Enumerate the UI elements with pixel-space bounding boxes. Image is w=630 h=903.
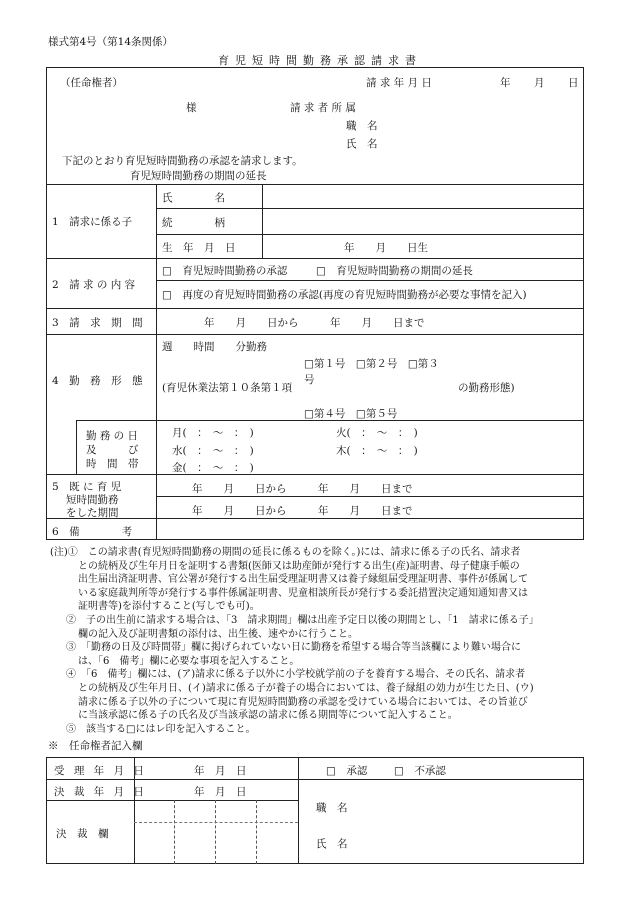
sec2-label: 2 請 求 の 内 容 bbox=[52, 279, 136, 291]
schedule-mon: 月( ： 〜 ： ) bbox=[172, 427, 254, 439]
sec2-option-reapproval[interactable]: □ 再度の育児短時間勤務の承認(再度の育児短時間勤務が必要な事情を記入) bbox=[162, 289, 527, 301]
note-line: ④ 「6 備考」欄には、(ア)請求に係る子以外に小学校就学前の子を養育する場合、その氏名、請求者 bbox=[66, 669, 526, 681]
received-date-label: 受 理 年 月 日 bbox=[54, 765, 147, 777]
form-suffix: の勤務形態) bbox=[458, 382, 515, 394]
sec5-label-3: をした期間 bbox=[66, 507, 119, 519]
year-label: 年 bbox=[500, 77, 511, 89]
authority-label: （任命権者） bbox=[60, 77, 123, 89]
request-statement: 下記のとおり育児短時間勤務の承認を請求します。 bbox=[62, 155, 303, 167]
schedule-wed: 水( ： 〜 ： ) bbox=[172, 445, 254, 457]
note-line: ③ 「勤務の日及び時間帯」欄に掲げられていない日に勤務を希望する場合等当該欄により難い場合に bbox=[66, 642, 521, 654]
authority-section-title: ※ 任命権者記入欄 bbox=[48, 740, 143, 752]
approve-checkbox[interactable]: □ 承認 bbox=[326, 765, 368, 777]
sec3-period-value: 年 月 日から 年 月 日まで bbox=[204, 317, 425, 329]
schedule-thu: 木( ： 〜 ： ) bbox=[336, 445, 418, 457]
sec2-option-approval[interactable]: □ 育児短時間勤務の承認 bbox=[162, 265, 288, 277]
child-name-label: 氏 名 bbox=[162, 192, 225, 204]
requester-name-label: 氏 名 bbox=[346, 138, 378, 150]
sec5-period-1: 年 月 日から 年 月 日まで bbox=[192, 483, 413, 495]
relation-label: 続 柄 bbox=[162, 217, 225, 229]
decided-date-value: 年 月 日 bbox=[194, 786, 247, 798]
requester-affiliation-label: 請 求 者 所 属 bbox=[290, 102, 356, 114]
approver-job-label: 職 名 bbox=[316, 802, 348, 814]
note-line: との続柄及び生年月日を証明する書類(医師又は助産師が発行する出生(産)証明書、母子健康手帳の bbox=[78, 560, 520, 572]
page-title: 育児短時間勤務承認請求書 bbox=[218, 54, 422, 67]
note-line: いる家庭裁判所等が発行する事件係属証明書、児童相談所長が発行する委託措置決定通知通知書又は bbox=[78, 587, 528, 599]
note-line: ② 子の出生前に請求する場合は、「3 請求期間」欄は出産予定日以後の期間とし、「1 請求に係る子」 bbox=[66, 615, 539, 626]
schedule-fri: 金( ： 〜 ： ) bbox=[172, 462, 254, 474]
note-line: に当該承認に係る子の氏名及び当該承認の請求に係る期間等について記入すること。 bbox=[78, 710, 458, 722]
sama-label: 様 bbox=[186, 102, 197, 114]
sec5-period-2: 年 月 日から 年 月 日まで bbox=[192, 505, 413, 517]
received-date-value: 年 月 日 bbox=[194, 765, 247, 777]
schedule-label-3: 時 間 帯 bbox=[86, 458, 139, 470]
reject-checkbox[interactable]: □ 不承認 bbox=[394, 765, 446, 777]
sec5-label-2: 短時間勤務 bbox=[66, 494, 119, 506]
law-reference: (育児休業法第１０条第１項 bbox=[162, 382, 293, 394]
approval-stamp-label: 決 裁 欄 bbox=[56, 828, 109, 840]
schedule-label-1: 勤 務 の 日 bbox=[86, 430, 139, 442]
month-label: 月 bbox=[534, 77, 545, 89]
note-line: (注)① この請求書(育児短時間勤務の期間の延長に係るものを除く。)には、請求に係る子の氏名、請求者 bbox=[50, 547, 521, 558]
note-line: 欄の記入及び証明書類の添付は、出生後、速やかに行うこと。 bbox=[78, 628, 358, 640]
form-option-go: 号 bbox=[304, 374, 315, 386]
sec5-label-1: 5 既 に 育 児 bbox=[52, 481, 122, 493]
form-options-a[interactable]: □第１号 □第２号 □第３ bbox=[304, 358, 439, 370]
note-line: 出生届出済証明書、官公署が発行する出生届受理証明書又は養子縁組届受理証明書、事件が係属して bbox=[78, 574, 528, 586]
weekly-hours: 週 時間 分勤務 bbox=[162, 341, 267, 353]
sec2-option-extension[interactable]: □ 育児短時間勤務の期間の延長 bbox=[316, 265, 473, 277]
birth-label: 生 年 月 日 bbox=[162, 242, 236, 254]
day-label: 日 bbox=[568, 77, 579, 89]
requester-job-label: 職 名 bbox=[346, 120, 378, 132]
note-line: 証明書等)を添付すること(写しでも可)。 bbox=[78, 601, 260, 613]
birth-value: 年 月 日生 bbox=[344, 242, 428, 254]
note-line: との続柄及び生年月日、(イ)請求に係る子が養子の場合においては、養子縁組の効力が生じた日、(ウ) bbox=[78, 683, 534, 694]
sec6-label: 6 備 考 bbox=[52, 526, 133, 538]
request-statement-extension: 育児短時間勤務の期間の延長 bbox=[130, 170, 267, 182]
schedule-tue: 火( ： 〜 ： ) bbox=[336, 427, 418, 439]
approver-name-label: 氏 名 bbox=[316, 838, 348, 850]
form-options-b[interactable]: □第４号 □第５号 bbox=[304, 408, 398, 420]
schedule-label-2: 及 び bbox=[86, 444, 139, 456]
note-line: 請求に係る子以外の子について現に育児短時間勤務の承認を受けている場合においては、その旨並び bbox=[78, 696, 528, 708]
sec3-label: 3 請 求 期 間 bbox=[52, 317, 143, 329]
decided-date-label: 決 裁 年 月 日 bbox=[54, 786, 147, 798]
note-line: は、「6 備考」欄に必要な事項を記入すること。 bbox=[78, 655, 300, 667]
note-line: ⑤ 該当する□にはレ印を記入すること。 bbox=[66, 723, 256, 735]
sec1-label: 1 請求に係る子 bbox=[52, 216, 133, 228]
sec4-label: 4 勤 務 形 態 bbox=[52, 375, 143, 387]
form-id: 様式第4号（第14条関係） bbox=[48, 36, 174, 48]
request-date-label: 請 求 年 月 日 bbox=[366, 77, 432, 89]
